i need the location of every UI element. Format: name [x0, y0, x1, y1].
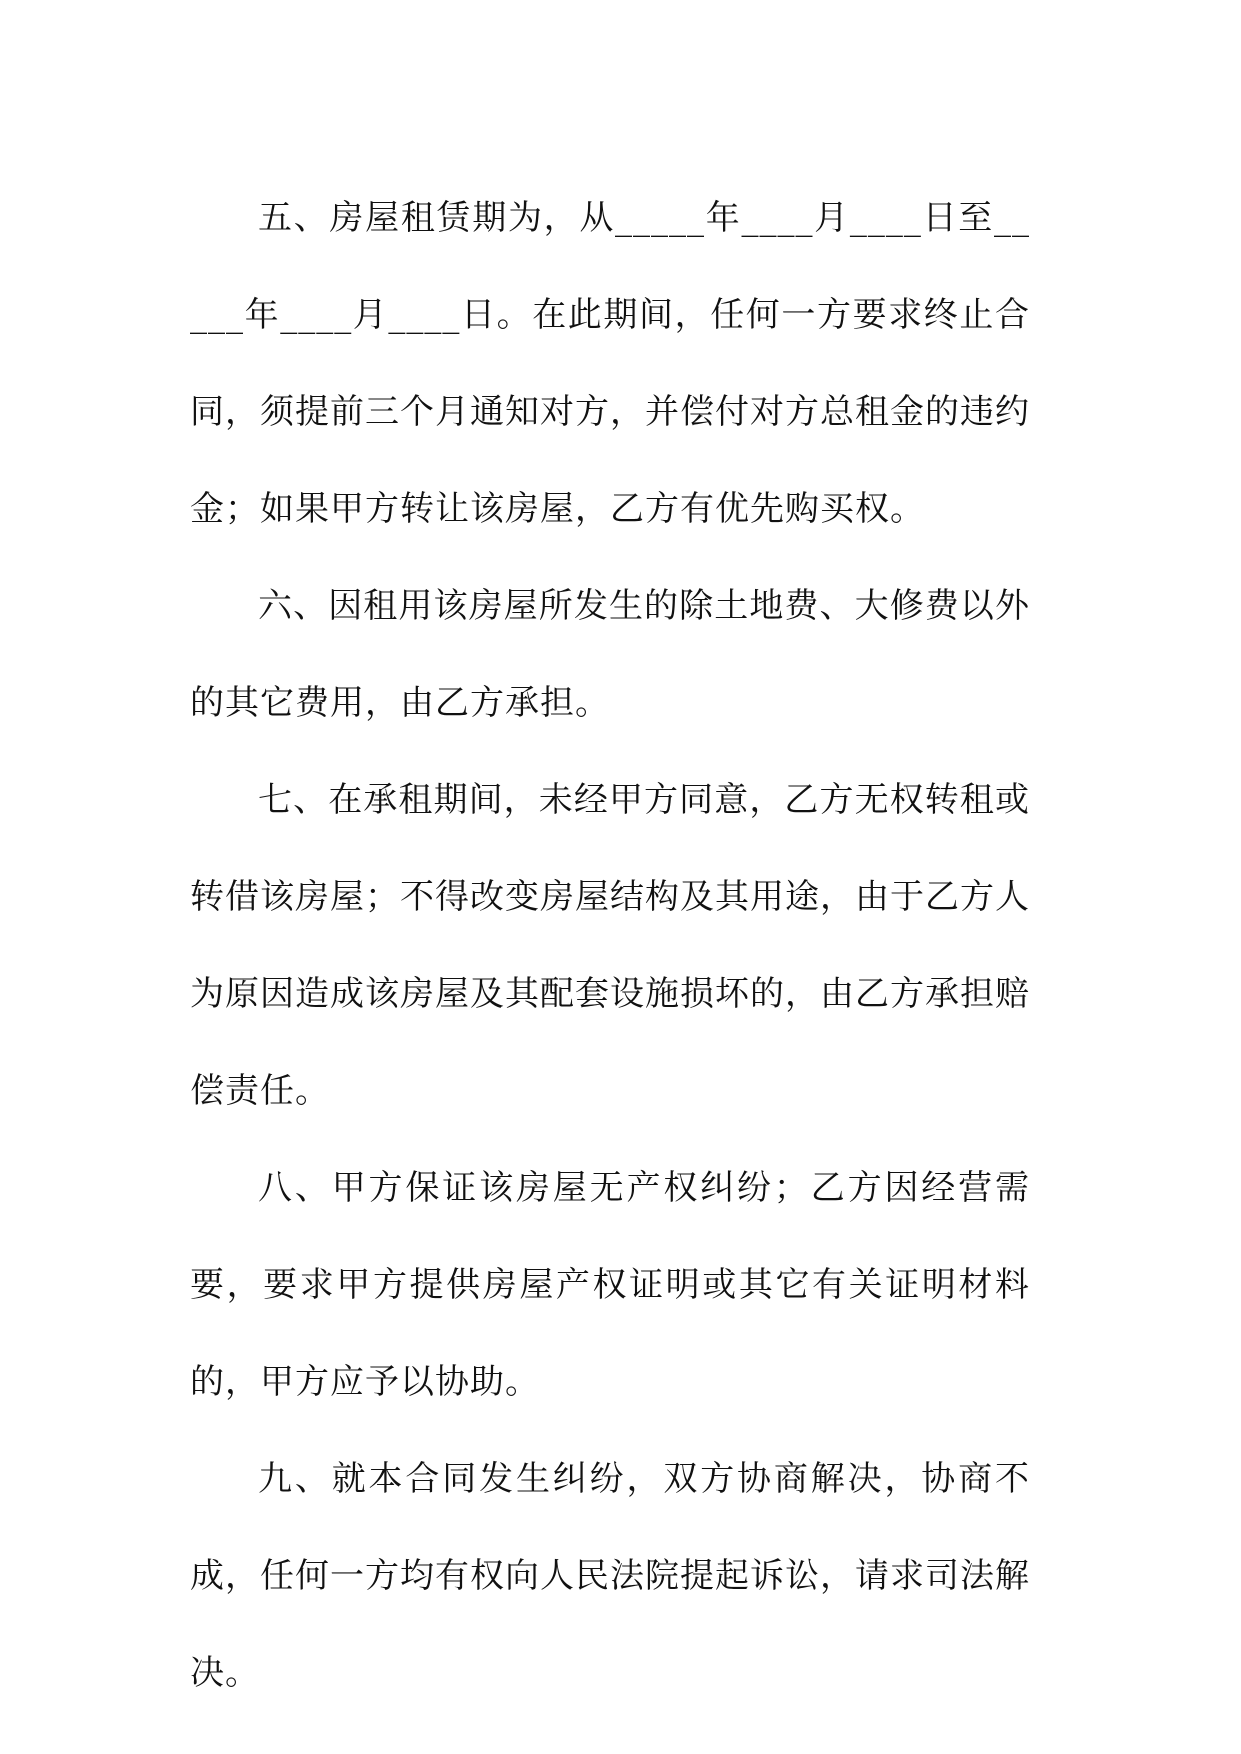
document-body: [190, 170, 1030, 1722]
clause-9-paragraph: 九、就本合同发生纠纷，双方协商解决，协商不成，任何一方均有权向人民法院提起诉讼，请求司法解决。: [190, 1459, 1030, 1693]
clause-5-paragraph: 五、房屋租赁期为，从_____年____月____日至_____年____月____日。在此期间，任何一方要求终止合同，须提前三个月通知对方，并偿付对方总租金的违约金；如果甲方转让该房屋，乙方有优先购买权。: [190, 198, 1030, 529]
clause-7-paragraph: 七、在承租期间，未经甲方同意，乙方无权转租或转借该房屋；不得改变房屋结构及其用途，由于乙方人为原因造成该房屋及其配套设施损坏的，由乙方承担赔偿责任。: [190, 780, 1030, 1111]
clause-6-paragraph: 六、因租用该房屋所发生的除土地费、大修费以外的其它费用，由乙方承担。: [190, 586, 1030, 723]
clause-8-paragraph: 八、甲方保证该房屋无产权纠纷；乙方因经营需要，要求甲方提供房屋产权证明或其它有关证明材料的，甲方应予以协助。: [190, 1168, 1030, 1402]
